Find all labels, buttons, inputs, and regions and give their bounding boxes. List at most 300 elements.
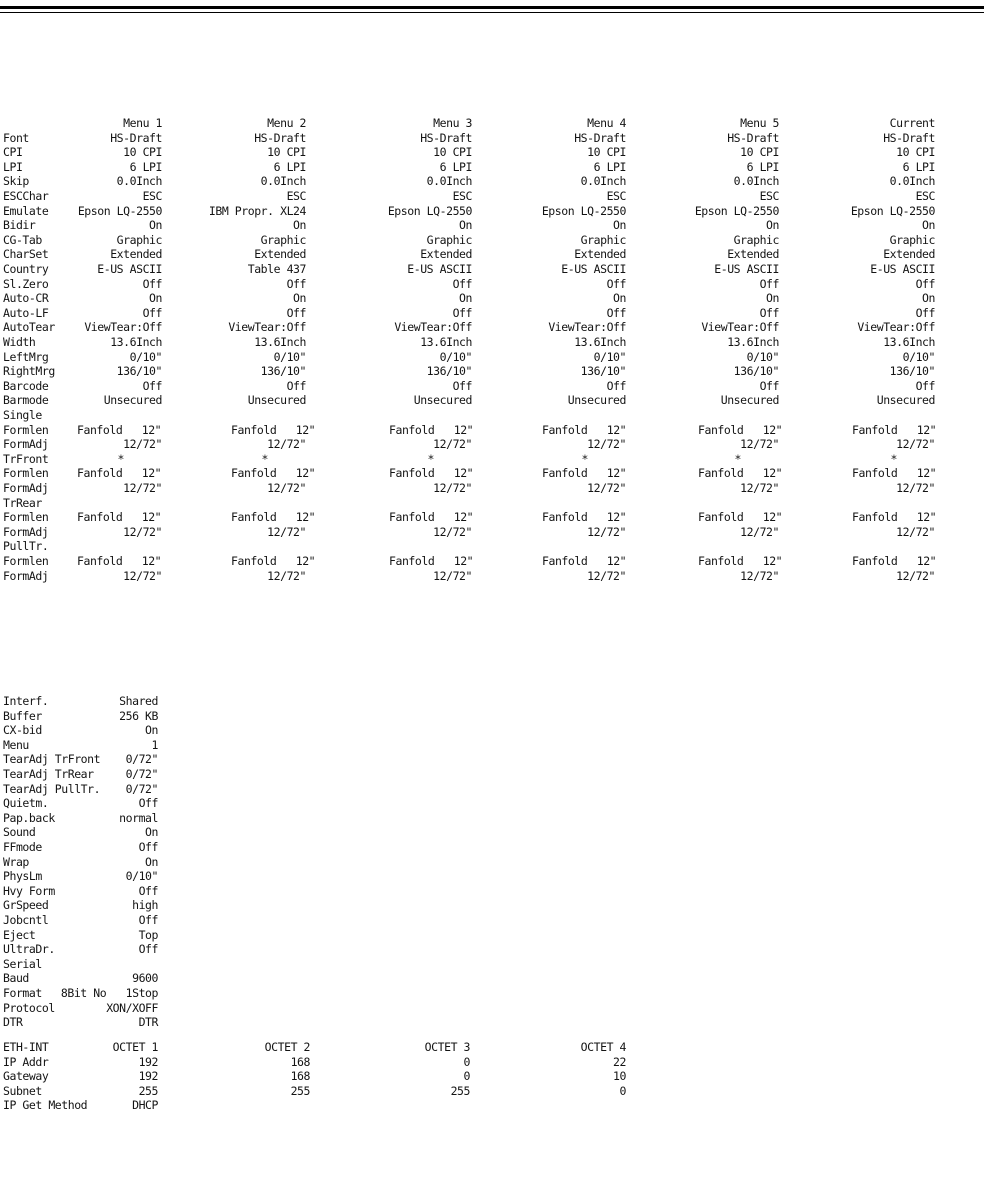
setting-row [0,855,984,870]
menu-cell: On [922,291,935,306]
menu-row [0,554,984,569]
menu-row [0,262,984,277]
menu-cell: Off [286,276,306,291]
menu-cell: On [613,218,626,233]
menu-cell: 0/10" [439,349,472,364]
setting-value: 8Bit No 1Stop [60,986,158,1000]
menu-cell: Fanfold 12" [231,466,316,481]
menu-cell: Fanfold 12" [77,510,162,525]
menu-cell: On [766,291,779,306]
menu-row [0,204,984,219]
menu-cell: 136/10" [889,364,935,379]
menu-cell: Extended [883,247,935,262]
menu-row-label: FormAdj [3,481,49,495]
menu-header-5: Menu 5 [740,116,779,130]
menu-row-label: Font [3,130,29,145]
menu-cell: ViewTear:Off [857,320,935,335]
menu-cell: Unsecured [876,393,935,408]
setting-row [0,796,984,811]
menu-row-label: Formlen [3,510,49,525]
menu-cell: Off [915,276,935,291]
setting-row [0,840,984,855]
menu-cell: 13.6Inch [420,335,472,349]
menu-header-row [0,116,984,131]
menu-row [0,233,984,248]
menu-cell: Graphic [116,232,162,247]
menu-cell: Fanfold 12" [698,510,783,525]
menu-cell: ViewTear:Off [548,320,626,335]
setting-row [0,957,984,972]
menu-cell: Epson LQ-2550 [694,203,779,218]
menu-row-label: Barmode [3,393,49,408]
menu-cell: 136/10" [116,364,162,379]
setting-value: Shared [119,694,158,708]
menu-cell: On [766,218,779,233]
menu-cell: 12/72" [123,437,162,452]
menu-row [0,525,984,540]
setting-row [0,723,984,738]
setting-row [0,709,984,724]
menu-cell: 12/72" [587,524,626,539]
menu-cell: 136/10" [260,364,306,379]
menu-cell: Fanfold 12" [389,466,474,481]
menu-row-label: RightMrg [3,364,55,379]
menu-cell: 12/72" [740,481,779,495]
menu-cell: On [459,291,472,306]
menu-cell: Off [142,276,162,291]
setting-row [0,694,984,709]
network-cell: 255 [450,1083,470,1098]
menu-cell: Unsecured [720,393,779,408]
menu-cell: Unsecured [413,393,472,408]
menu-cell: On [922,218,935,233]
network-row [0,1055,984,1070]
menu-cell: 6 LPI [746,159,779,174]
menu-row-label: PullTr. [3,539,49,554]
menu-cell: Fanfold 12" [542,510,627,525]
setting-label: Baud [3,971,29,986]
menu-cell: 12/72" [896,524,935,539]
menu-cell: On [459,218,472,233]
menu-cell: HS-Draft [883,130,935,145]
setting-value: 256 KB [119,708,158,723]
menu-cell: ESC [142,189,162,203]
menu-cell: Off [915,305,935,320]
menu-cell: Unsecured [247,393,306,408]
menu-cell: 12/72" [267,524,306,539]
menu-cell: 0/10" [593,349,626,364]
menu-row-label: TrRear [3,495,42,510]
menu-cell: Fanfold 12" [231,554,316,568]
menu-header-1: Menu 1 [123,116,162,130]
setting-label: Wrap [3,854,29,869]
setting-value: DTR [138,1015,158,1030]
menu-row-label: Barcode [3,378,49,393]
menu-row-label: Country [3,262,49,276]
menu-row-label: TrFront [3,451,49,466]
setting-row [0,884,984,899]
setting-row [0,869,984,884]
menu-cell: 0/10" [746,349,779,364]
setting-label: Sound [3,825,36,840]
setting-label: Protocol [3,1000,55,1015]
menu-cell: Extended [574,247,626,262]
menu-cell: * [581,451,588,466]
network-row-label: IP Get Method [3,1098,88,1113]
menu-row [0,364,984,379]
menu-cell: 136/10" [580,364,626,379]
menu-cell: Fanfold 12" [77,554,162,568]
menu-row-label: Formlen [3,466,49,481]
menu-cell: HS-Draft [420,130,472,145]
menu-cell: 12/72" [123,568,162,583]
menu-cell: Extended [727,247,779,262]
menu-cell: On [149,291,162,306]
menu-row-label: ESCChar [3,189,49,203]
menu-cell: Graphic [260,232,306,247]
menu-cell: Off [759,378,779,393]
setting-value: 1 [151,737,158,752]
network-cell: 22 [613,1054,626,1069]
menu-cell: 0.0Inch [260,174,306,189]
menu-row [0,466,984,481]
menu-cell: 12/72" [433,437,472,452]
menu-header-2: Menu 2 [267,116,306,130]
menu-row-label: Formlen [3,554,49,568]
menu-cell: 6 LPI [902,159,935,174]
network-cell: 0 [463,1054,470,1069]
menu-header-3: Menu 3 [433,116,472,130]
menu-cell: HS-Draft [110,130,162,145]
setting-label: Pap.back [3,810,55,825]
network-header-octet-1: OCTET 1 [112,1040,158,1054]
setting-value: 0/72" [125,781,158,796]
setting-label: Menu [3,737,29,752]
setting-row [0,913,984,928]
menu-cell: 12/72" [433,524,472,539]
menu-cell: * [117,451,124,466]
menu-cell: 10 CPI [740,145,779,160]
menu-row-label: LPI [3,159,23,174]
menu-row-label: CG-Tab [3,232,42,247]
menu-cell: Off [452,276,472,291]
menu-cell: Epson LQ-2550 [77,203,162,218]
network-cell: 0 [463,1069,470,1084]
menu-row-label: FormAdj [3,437,49,452]
menu-cell: Unsecured [103,393,162,408]
menu-row-label: Auto-CR [3,291,49,306]
menu-cell: 13.6Inch [574,335,626,349]
menu-cell: 13.6Inch [110,335,162,349]
menu-row-label: CharSet [3,247,49,262]
menu-cell: Graphic [889,232,935,247]
network-row-label: Subnet [3,1083,42,1098]
menu-row-label: Auto-LF [3,305,49,320]
menu-cell: ESC [606,189,626,203]
menu-cell: 0/10" [273,349,306,364]
setting-value: On [145,854,158,869]
menu-cell: HS-Draft [727,130,779,145]
menu-cell: Off [142,305,162,320]
menu-row [0,306,984,321]
menu-cell: 12/72" [587,437,626,452]
menu-cell: Unsecured [567,393,626,408]
menu-cell: Off [606,378,626,393]
menu-cell: 12/72" [740,524,779,539]
menu-cell: Fanfold 12" [77,422,162,437]
menu-row [0,408,984,423]
menu-row-label: Skip [3,174,29,189]
menu-cell: 10 CPI [267,145,306,160]
menu-row-label: AutoTear [3,320,55,335]
setting-row [0,928,984,943]
menu-cell: 6 LPI [129,159,162,174]
menu-cell: 12/72" [896,568,935,583]
menu-row [0,145,984,160]
menu-cell: Off [606,305,626,320]
network-header-octet-2: OCTET 2 [264,1040,310,1054]
menu-cell: Off [759,276,779,291]
menu-cell: 10 CPI [123,145,162,160]
menu-cell: Fanfold 12" [852,422,937,437]
setting-row [0,942,984,957]
menu-cell: 136/10" [733,364,779,379]
menu-cell: Graphic [426,232,472,247]
setting-row [0,1015,984,1030]
network-row-label: IP Addr [3,1054,49,1069]
menu-cell: Fanfold 12" [77,466,162,481]
network-row [0,1084,984,1099]
network-header-octet-4: OCTET 4 [580,1040,626,1054]
menu-cell: 12/72" [896,481,935,495]
menu-row [0,350,984,365]
menu-cell: Fanfold 12" [698,554,783,568]
menu-cell: Off [452,378,472,393]
menu-cell: HS-Draft [254,130,306,145]
menu-cell: Off [606,276,626,291]
menu-row [0,247,984,262]
menu-row [0,174,984,189]
setting-row [0,811,984,826]
menu-row-label: FormAdj [3,524,49,539]
menu-row [0,160,984,175]
menu-cell: 10 CPI [896,145,935,160]
menu-cell: 12/72" [267,568,306,583]
menu-cell: E-US ASCII [714,262,779,276]
setting-value: On [145,723,158,738]
network-cell: 192 [138,1054,158,1069]
setting-row [0,898,984,913]
menu-cell: Off [142,378,162,393]
setting-label: PhysLm [3,869,42,884]
menu-cell: 12/72" [740,437,779,452]
setting-label: Format [3,986,42,1000]
menu-cell: Fanfold 12" [542,466,627,481]
menu-cell: Graphic [580,232,626,247]
setting-label: Buffer [3,708,42,723]
setting-value: Top [138,927,158,942]
setting-row [0,986,984,1001]
setting-row [0,825,984,840]
network-header-octet-3: OCTET 3 [424,1040,470,1054]
menu-cell: 13.6Inch [727,335,779,349]
setting-label: Eject [3,927,36,942]
menu-cell: 0.0Inch [889,174,935,189]
setting-label: GrSpeed [3,898,49,913]
menu-row [0,131,984,146]
menu-cell: ESC [452,189,472,203]
menu-row-label: Sl.Zero [3,276,49,291]
menu-cell: 0.0Inch [116,174,162,189]
menu-cell: * [427,451,434,466]
menu-cell: Off [759,305,779,320]
network-cell: DHCP [132,1098,158,1113]
menu-cell: Fanfold 12" [542,422,627,437]
setting-value: XON/XOFF [106,1000,158,1015]
setting-label: Hvy Form [3,883,55,898]
menu-cell: Fanfold 12" [698,466,783,481]
menu-row [0,218,984,233]
network-cell: 168 [290,1069,310,1084]
menu-cell: 10 CPI [433,145,472,160]
menu-cell: Fanfold 12" [231,510,316,525]
menu-cell: Fanfold 12" [698,422,783,437]
menu-row-label: Single [3,408,42,422]
menu-cell: ESC [759,189,779,203]
menu-cell: IBM Propr. XL24 [208,203,306,218]
menu-row [0,277,984,292]
menu-row [0,510,984,525]
setting-value: 0/72" [125,767,158,781]
setting-value: 9600 [132,971,158,986]
network-row-label: Gateway [3,1069,49,1084]
menu-row [0,379,984,394]
setting-value: Off [138,942,158,957]
menu-cell: 0/10" [129,349,162,364]
setting-value: Off [138,796,158,811]
menu-cell: Fanfold 12" [389,554,474,568]
network-label: ETH-INT [3,1040,49,1054]
menu-cell: E-US ASCII [407,262,472,276]
setting-label: CX-bid [3,723,42,738]
menu-row [0,496,984,511]
menu-row-label: LeftMrg [3,349,49,364]
menu-cell: Off [452,305,472,320]
setting-value: Off [138,913,158,927]
menu-cell: On [613,291,626,306]
menu-row-label: Formlen [3,422,49,437]
menu-cell: ViewTear:Off [701,320,779,335]
menu-cell: ViewTear:Off [84,320,162,335]
setting-row [0,971,984,986]
menu-cell: Fanfold 12" [852,554,937,568]
setting-value: high [132,898,158,913]
menu-cell: Extended [110,247,162,262]
menu-cell: ViewTear:Off [394,320,472,335]
menu-cell: Fanfold 12" [389,510,474,525]
setting-value: Off [138,883,158,898]
menu-cell: Extended [254,247,306,262]
menu-cell: Graphic [733,232,779,247]
menu-cell: 12/72" [587,568,626,583]
setting-label: Serial [3,956,42,971]
network-cell: 0 [619,1083,626,1098]
menu-cell: On [149,218,162,233]
network-cell: 10 [613,1069,626,1084]
menu-cell: * [734,451,741,466]
menu-cell: 6 LPI [439,159,472,174]
setting-row [0,782,984,797]
menu-cell: Off [915,378,935,393]
menu-cell: Extended [420,247,472,262]
setting-value: 0/72" [125,752,158,767]
menu-cell: 12/72" [267,481,306,495]
setting-value: On [145,825,158,840]
menu-cell: Fanfold 12" [542,554,627,568]
menu-cell: 0.0Inch [580,174,626,189]
setting-label: Interf. [3,694,49,708]
menu-row [0,569,984,584]
menu-row [0,437,984,452]
menu-cell: 12/72" [587,481,626,495]
setting-label: TearAdj PullTr. [3,781,101,796]
menu-row [0,320,984,335]
menu-cell: 12/72" [433,481,472,495]
menu-row-label: Bidir [3,218,36,233]
setting-value: Off [138,840,158,854]
network-cell: 192 [138,1069,158,1084]
setting-label: TearAdj TrRear [3,767,94,781]
setting-label: UltraDr. [3,942,55,957]
setting-row [0,1001,984,1016]
setting-value: 0/10" [125,869,158,884]
menu-cell: * [261,451,268,466]
menu-row [0,539,984,554]
setting-row [0,767,984,782]
menu-cell: * [890,451,897,466]
menu-cell: On [293,218,306,233]
network-row [0,1069,984,1084]
menu-row [0,452,984,467]
menu-cell: 13.6Inch [254,335,306,349]
network-cell: 168 [290,1054,310,1069]
menu-cell: Fanfold 12" [231,422,316,437]
setting-label: Jobcntl [3,913,49,927]
setting-value: normal [119,810,158,825]
menu-header-4: Menu 4 [587,116,626,130]
menu-cell: E-US ASCII [870,262,935,276]
menu-cell: 0/10" [902,349,935,364]
menu-cell: Epson LQ-2550 [387,203,472,218]
setting-label: TearAdj TrFront [3,752,101,767]
menu-cell: On [293,291,306,306]
menu-row [0,189,984,204]
menu-cell: Table 437 [247,262,306,276]
menu-cell: HS-Draft [574,130,626,145]
menu-cell: 13.6Inch [883,335,935,349]
menu-row-label: Width [3,335,36,349]
menu-cell: Epson LQ-2550 [850,203,935,218]
menu-cell: 0.0Inch [733,174,779,189]
menu-row [0,393,984,408]
menu-cell: 12/72" [123,524,162,539]
menu-cell: Fanfold 12" [852,510,937,525]
network-cell: 255 [290,1083,310,1098]
menu-cell: 6 LPI [593,159,626,174]
setting-label: DTR [3,1015,23,1030]
menu-cell: 12/72" [896,437,935,452]
setting-label: FFmode [3,840,42,854]
